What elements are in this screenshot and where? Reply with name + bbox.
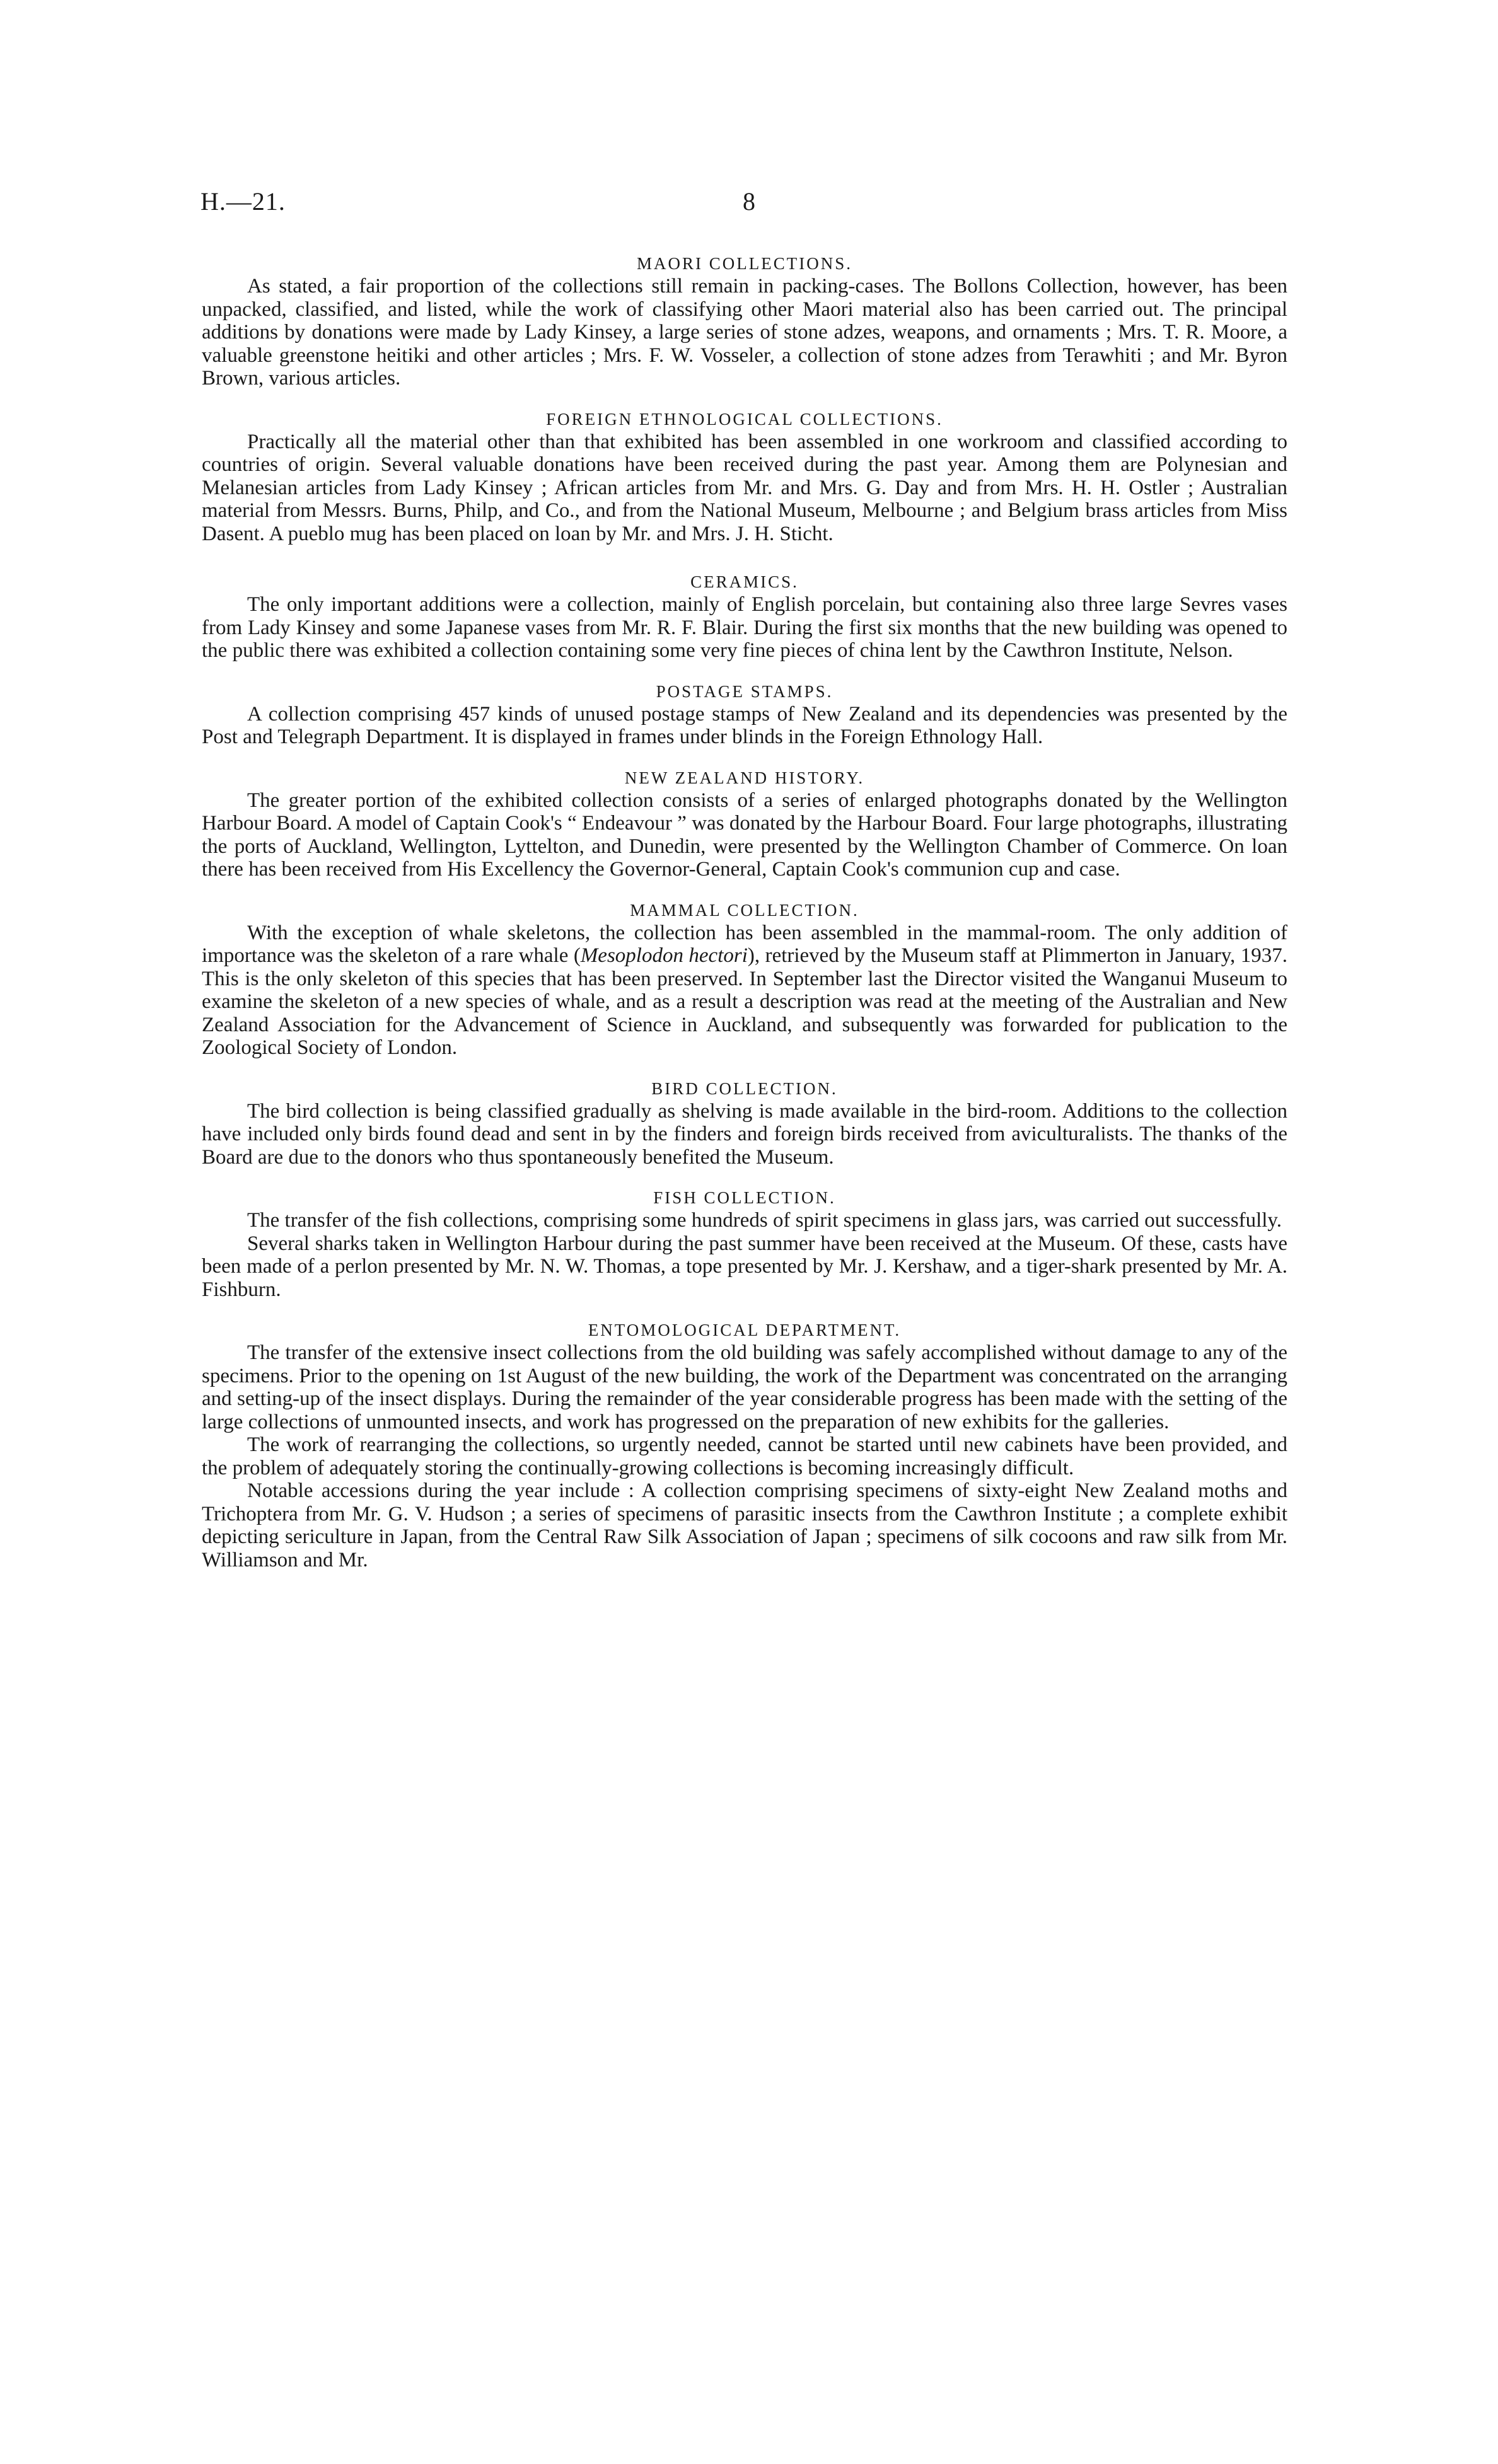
section-mammal-collection: [202, 899, 1287, 1060]
section-heading: CERAMICS.: [690, 572, 799, 591]
section-ceramics: [202, 570, 1287, 662]
section-new-zealand-history: [202, 766, 1287, 881]
section-foreign-ethnological-collections: [202, 408, 1287, 546]
paragraph: The bird collection is being classified gradually as shelving is made available in the bird-room. Additions to the collection have included only birds found dead and sent in by the finders and foreign birds received from aviculturalists. The thanks of the Board are due to the donors who thus spontaneously benefited the Museum.: [202, 1099, 1287, 1169]
paragraph: The only important additions were a collection, mainly of English porcelain, but containing also three large Sevres vases from Lady Kinsey and some Japanese vases from Mr. R. F. Blair. During the first six months that the new building was opened to the public there was exhibited a collection containing some very fine pieces of china lent by the Cawthron Institute, Nelson.: [202, 593, 1287, 662]
paragraph: Practically all the material other than that exhibited has been assembled in one workroom and classified according to countries of origin. Several valuable donations have been received during the past year. Among them are Polynesian and Melanesian articles from Lady Kinsey ; African articles from Mr. and Mrs. G. Day and from Mrs. H. H. Ostler ; Australian material from Messrs. Burns, Philp, and Co., and from the National Museum, Melbourne ; and Belgium brass articles from Miss Dasent. A pueblo mug has been placed on loan by Mr. and Mrs. J. H. Sticht.: [202, 430, 1287, 545]
document-body: [202, 252, 1287, 1571]
paragraph: Several sharks taken in Wellington Harbour during the past summer have been received at the Museum. Of these, casts have been made of a perlon presented by Mr. N. W. Thomas, a tope presented by Mr. J. Kershaw, and a tiger-shark presented by Mr. A. Fishburn.: [202, 1232, 1287, 1301]
section-heading: FOREIGN ETHNOLOGICAL COLLECTIONS.: [546, 409, 943, 429]
paragraph: Notable accessions during the year include : A collection comprising specimens of sixty-eight New Zealand moths and Trichoptera from Mr. G. V. Hudson ; a series of specimens of parasitic insects from the Cawthron Institute ; a complete exhibit depicting sericulture in Japan, from the Central Raw Silk Association of Japan ; specimens of silk cocoons and raw silk from Mr. Williamson and Mr.: [202, 1479, 1287, 1571]
section-postage-stamps: [202, 680, 1287, 749]
paragraph: The work of rearranging the collections, so urgently needed, cannot be started until new cabinets have been provided, and the problem of adequately storing the continually-growing collections is becoming increasingly difficult.: [202, 1433, 1287, 1479]
page-number: 8: [743, 187, 755, 216]
section-heading: BIRD COLLECTION.: [651, 1079, 838, 1098]
paragraph: A collection comprising 457 kinds of unused postage stamps of New Zealand and its dependencies was presented by the Post and Telegraph Department. It is displayed in frames under blinds in the Foreign Ethnology Hall.: [202, 702, 1287, 748]
section-entomological-department: [202, 1319, 1287, 1571]
section-heading: ENTOMOLOGICAL DEPARTMENT.: [588, 1321, 902, 1339]
paragraph: With the exception of whale skeletons, the collection has been assembled in the mammal-room. The only addition of importance was the skeleton of a rare whale (Mesoplodon hectori), retrieved by the Museum staff at Plimmerton in January, 1937. This is the only skeleton of this species that has been preserved. In September last the Director visited the Wanganui Museum to examine the skeleton of a new species of whale, and as a result a description was read at the meeting of the Australian and New Zealand Association for the Advancement of Science in Auckland, and subsequently was forwarded for publication to the Zoological Society of London.: [202, 921, 1287, 1059]
section-fish-collection: [202, 1186, 1287, 1301]
section-maori-collections: [202, 252, 1287, 390]
paragraph: The transfer of the fish collections, comprising some hundreds of spirit specimens in glass jars, was carried out successfully.: [247, 1209, 1282, 1232]
paragraph: The greater portion of the exhibited collection consists of a series of enlarged photographs donated by the Wellington Harbour Board. A model of Captain Cook's “ Endeavour ” was donated by the Harbour Board. Four large photographs, illustrating the ports of Auckland, Wellington, Lyttelton, and Dunedin, were presented by the Wellington Chamber of Commerce. On loan there has been received from His Excellency the Governor-General, Captain Cook's communion cup and case.: [202, 789, 1287, 881]
section-heading: MAMMAL COLLECTION.: [630, 900, 859, 920]
section-heading: NEW ZEALAND HISTORY.: [624, 768, 865, 787]
section-heading: POSTAGE STAMPS.: [656, 681, 833, 701]
running-head: H.—21.: [200, 187, 286, 216]
section-heading: FISH COLLECTION.: [653, 1188, 836, 1207]
paragraph: As stated, a fair proportion of the collections still remain in packing-cases. The Bollons Collection, however, has been unpacked, classified, and listed, while the work of classifying other Maori material also has been carried out. The principal additions by donations were made by Lady Kinsey, a large series of stone adzes, weapons, and ornaments ; Mrs. T. R. Moore, a valuable greenstone heitiki and other articles ; Mrs. F. W. Vosseler, a collection of stone adzes from Terawhiti ; and Mr. Byron Brown, various articles.: [202, 275, 1287, 390]
species-name: Mesoplodon hectori: [580, 944, 748, 967]
paragraph: The transfer of the extensive insect collections from the old building was safely accomplished without damage to any of the specimens. Prior to the opening on 1st August of the new building, the work of the Department was concentrated on the arranging and setting-up of the insect displays. During the remainder of the year considerable progress has been made with the setting of the large collections of unmounted insects, and work has progressed on the preparation of new exhibits for the galleries.: [202, 1341, 1287, 1433]
section-heading: MAORI COLLECTIONS.: [637, 254, 852, 273]
section-bird-collection: [202, 1077, 1287, 1169]
